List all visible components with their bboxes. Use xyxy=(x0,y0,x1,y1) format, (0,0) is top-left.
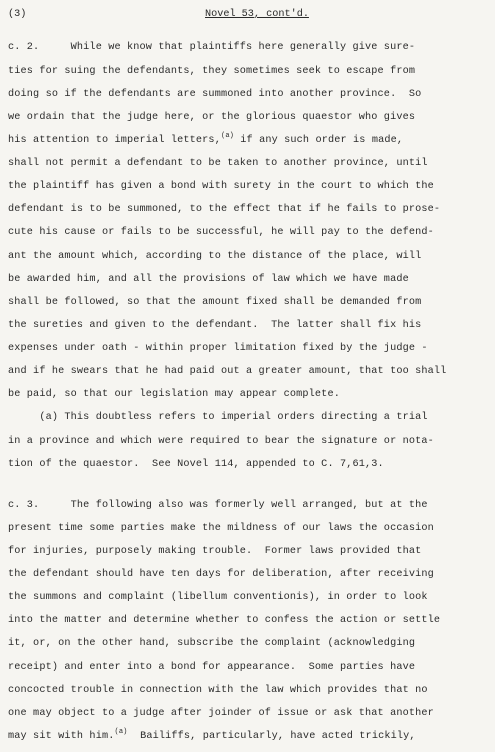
text-line-content: shall be followed, so that the amount fixed shall be demanded from xyxy=(8,297,422,308)
text-line-content: one may object to a judge after joinder of issue or ask that another xyxy=(8,708,434,719)
text-line xyxy=(8,319,488,332)
text-line-content: cute his cause or fails to be successful, he will pay to the defend- xyxy=(8,227,434,238)
text-line-content: receipt) and enter into a bond for appearance. Some parties have xyxy=(8,662,416,673)
text-line-content: the sureties and given to the defendant. The latter shall fix his xyxy=(8,320,422,331)
text-line-content: defendant is to be summoned, to the effect that if he fails to prose- xyxy=(8,204,441,215)
text-line xyxy=(8,296,488,309)
page-number: (3) xyxy=(8,9,27,20)
text-line-content: his attention to imperial letters, xyxy=(8,135,221,146)
text-line-content: concocted trouble in connection with the law which provides that no xyxy=(8,685,428,696)
text-line-content: we ordain that the judge here, or the glorious quaestor who gives xyxy=(8,112,416,123)
text-line xyxy=(8,684,488,697)
text-line xyxy=(8,568,488,581)
text-line xyxy=(8,435,488,448)
text-line xyxy=(8,458,488,471)
text-line-content: be awarded him, and all the provisions of law which we have made xyxy=(8,274,409,285)
text-line xyxy=(8,545,488,558)
text-line-content: the summons and complaint (libellum conventionis), in order to look xyxy=(8,592,428,603)
footnote-marker: (a) xyxy=(220,132,235,140)
text-line xyxy=(8,522,488,535)
text-line xyxy=(8,88,488,101)
text-line xyxy=(8,365,488,378)
text-line-continuation: if any such order is made, xyxy=(234,135,404,146)
text-line-content: and if he swears that he had paid out a greater amount, that too shall xyxy=(8,366,447,377)
text-line-content: be paid, so that our legislation may appear complete. xyxy=(8,389,340,400)
text-line-content: c. 2. While we know that plaintiffs here generally give sure- xyxy=(8,42,416,53)
text-line-content: c. 3. The following also was formerly well arranged, but at the xyxy=(8,500,428,511)
text-line xyxy=(8,180,488,193)
text-line-content: ant the amount which, according to the distance of the place, will xyxy=(8,251,422,262)
text-line-content: doing so if the defendants are summoned into another province. So xyxy=(8,89,422,100)
text-line xyxy=(8,250,488,263)
text-line xyxy=(8,157,488,170)
text-line-content: tion of the quaestor. See Novel 114, appended to C. 7,61,3. xyxy=(8,459,384,470)
text-line xyxy=(8,41,488,54)
footnote-marker: (a) xyxy=(114,728,128,736)
text-line-content: the defendant should have ten days for deliberation, after receiving xyxy=(8,569,434,580)
page-title: Novel 53, cont'd. xyxy=(205,9,309,20)
text-line xyxy=(8,203,488,216)
text-line xyxy=(8,134,488,147)
text-line xyxy=(8,707,488,720)
text-line-continuation: Bailiffs, particularly, have acted trickily, xyxy=(127,731,416,742)
text-line xyxy=(8,226,488,239)
text-line xyxy=(8,499,488,512)
text-line xyxy=(8,65,488,78)
text-line-content: for injuries, purposely making trouble. Former laws provided that xyxy=(8,546,422,557)
text-line-content: (a) This doubtless refers to imperial orders directing a trial xyxy=(8,412,428,423)
text-line xyxy=(8,388,488,401)
text-line-content: expenses under oath - within proper limitation fixed by the judge - xyxy=(8,343,428,354)
text-line-content: it, or, on the other hand, subscribe the complaint (acknowledging xyxy=(8,638,416,649)
text-line-content: present time some parties make the mildness of our laws the occasion xyxy=(8,523,434,534)
text-line-content: in a province and which were required to bear the signature or nota- xyxy=(8,436,434,447)
text-line xyxy=(8,637,488,650)
text-line xyxy=(8,614,488,627)
text-line-content: the plaintiff has given a bond with surety in the court to which the xyxy=(8,181,434,192)
text-line-content: shall not permit a defendant to be taken to another province, until xyxy=(8,158,428,169)
text-line-content: into the matter and determine whether to confess the action or settle xyxy=(8,615,441,626)
text-line-content: ties for suing the defendants, they sometimes seek to escape from xyxy=(8,66,416,77)
text-line xyxy=(8,661,488,674)
text-line-content: may sit with him. xyxy=(8,731,115,742)
text-line xyxy=(8,111,488,124)
text-line xyxy=(8,591,488,604)
text-line xyxy=(8,411,488,424)
text-line xyxy=(8,730,488,743)
text-line xyxy=(8,342,488,355)
text-line xyxy=(8,273,488,286)
